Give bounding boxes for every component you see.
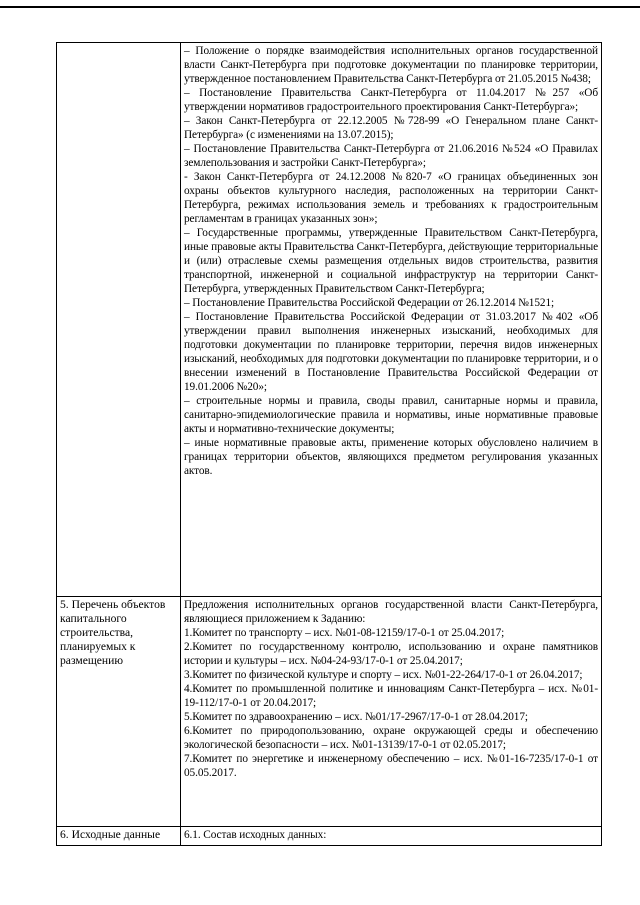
normative-act-item: – Положение о порядке взаимодействия исполнительных органов государственной власти Санкт-Петербурга при подготовке документации по планировке территории, утвержденное постановлением Правительства Санкт-Петербурга от 21.05.2015 №438; [184,45,598,85]
committee-proposal-item: 1.Комитет по транспорту – исх. №01-08-12159/17-0-1 от 25.04.2017; [184,627,505,639]
normative-act-item: – Постановление Правительства Санкт-Петербурга от 11.04.2017 №257 «Об утверждении нормативов градостроительного проектирования Санкт-Петербурга»; [184,87,598,113]
normative-act-item: – Постановление Правительства Санкт-Петербурга от 21.06.2016 №524 «О Правилах землепользования и застройки Санкт-Петербурга»; [184,143,598,169]
committee-proposal-item: 4.Комитет по промышленной политике и инновациям Санкт-Петербурга – исх. №01-19-112/17-0-1 от 20.04.2017; [184,683,598,709]
table-row-source-data [57,827,602,846]
normative-act-item: – Закон Санкт-Петербурга от 22.12.2005 №728-99 «О Генеральном плане Санкт-Петербурга» (с изменениями на 13.07.2015); [184,115,598,141]
requirements-table [56,42,602,846]
normative-act-item: – иные нормативные правовые акты, применение которых обусловлено наличием в границах территории объектов, являющихся предметом регулирования указанных актов. [184,437,598,477]
normative-act-item: – строительные нормы и правила, своды правил, санитарные нормы и правила, санитарно-эпидемиологические правила и нормативы, иные нормативные правовые акты и нормативно-технические документы; [184,395,598,435]
row1-content-cell [181,43,602,597]
normative-act-item: - Закон Санкт-Петербурга от 24.12.2008 №820-7 «О границах объединенных зон охраны объектов культурного наследия, расположенных на территории Санкт-Петербурга, режимах использования земель и требованиях к градостроительным регламентам в границах указанных зон»; [184,171,598,225]
normative-act-item: – Постановление Правительства Российской Федерации от 26.12.2014 №1521; [184,297,555,309]
committee-proposal-item: 3.Комитет по физической культуре и спорту – исх. №01-22-264/17-0-1 от 26.04.2017; [184,669,583,681]
normative-act-item: – Государственные программы, утвержденные Правительством Санкт-Петербурга, иные правовые акты Правительства Санкт-Петербурга, действующие территориальные и (или) отраслевые схемы размещения отдельных видов строительства, развития транспортной, инженерной и социальной инфраструктур на территории Санкт-Петербурга, утвержденных Правительством Санкт-Петербурга; [184,227,598,295]
row3-label-cell: 6. Исходные данные [57,827,181,846]
row1-label-cell [57,43,181,597]
row3-content-cell: 6.1. Состав исходных данных: [181,827,602,846]
committee-proposal-item: 6.Комитет по природопользованию, охране окружающей среды и обеспечению экологической безопасности – исх. №01-13139/17-0-1 от 02.05.2017; [184,725,598,751]
table-row-construction-objects [57,597,602,827]
committee-proposal-item: 5.Комитет по здравоохранению – исх. №01/17-2967/17-0-1 от 28.04.2017; [184,711,528,723]
table-row-normative-acts [57,43,602,597]
row2-content-cell [181,597,602,827]
committee-proposal-item: 2.Комитет по государственному контролю, использованию и охране памятников истории и культуры – исх. №04-24-93/17-0-1 от 25.04.2017; [184,641,598,667]
normative-act-item: – Постановление Правительства Российской Федерации от 31.03.2017 №402 «Об утверждении правил выполнения инженерных изысканий, необходимых для подготовки документации по планировке территории, перечня видов инженерных изысканий, необходимых для подготовки документации по планировке территории, и о внесении изменений в Постановление Правительства Российской Федерации от 19.01.2006 №20»; [184,311,598,393]
committee-proposal-item: 7.Комитет по энергетике и инженерному обеспечению – исх. №01-16-7235/17-0-1 от 05.05.2017. [184,753,598,779]
page-top-border [0,6,640,8]
row2-label-cell: 5. Перечень объектов капитального строительства, планируемых к размещению [57,597,181,827]
proposals-intro: Предложения исполнительных органов государственной власти Санкт-Петербурга, являющиеся приложением к Заданию: [184,599,598,625]
